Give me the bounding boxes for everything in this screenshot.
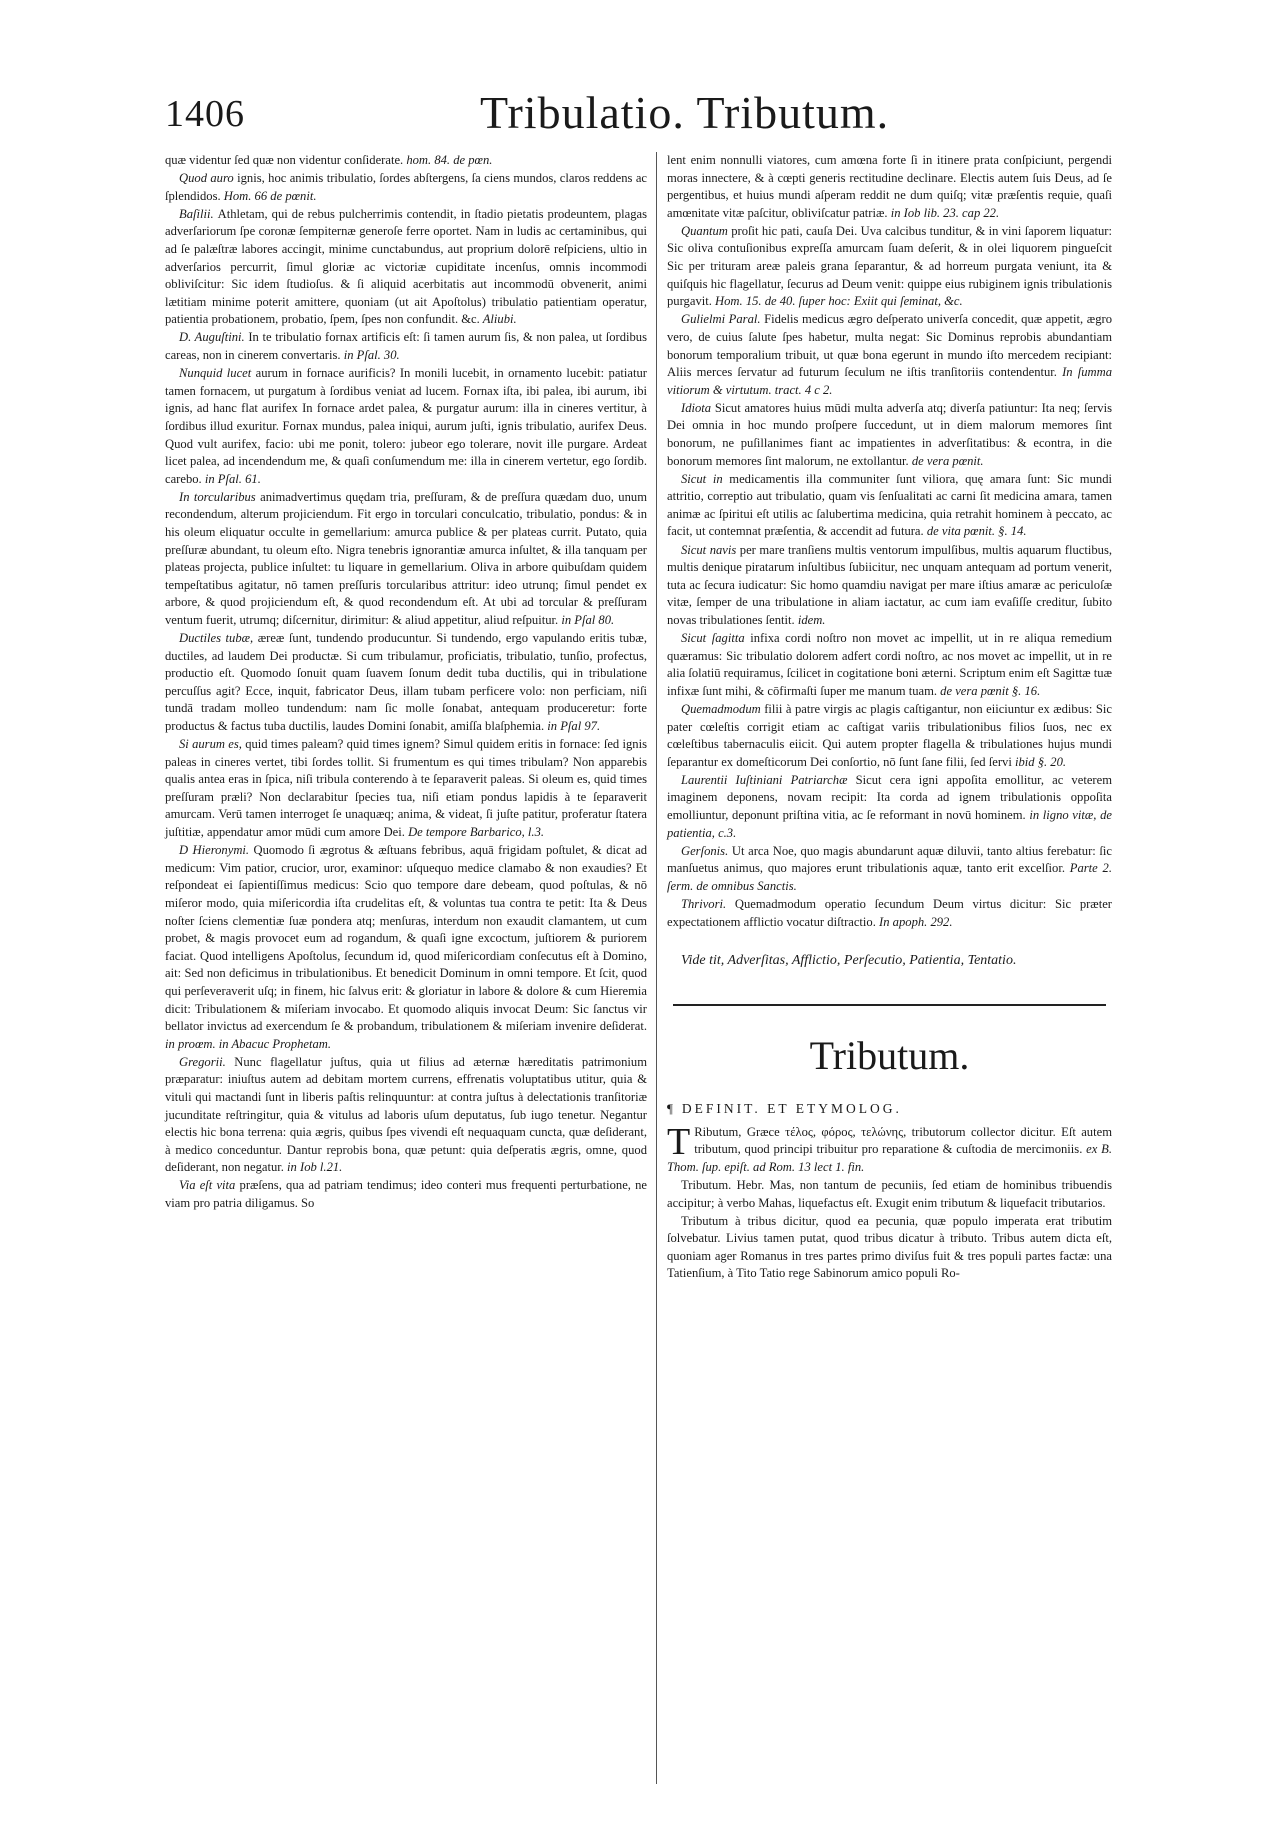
paragraph-text: Fidelis medicus ægro deſperato univerſa concedit, quæ appetit, ægro vero, de cuius ſalute ſpes habetur, multa negat: Sic Dominus reprobis abundantiam bonorum temporalium tribuit, ut quæ bona egerunt in mundo iſto mercedem recipiant: Aliis merces ſervatur ad futurum ſeculum ne iſtis tranſitoriis contendentur. [667,312,1112,380]
paragraph [667,311,1112,399]
paragraph-citation: de vera pœnit. [908,453,984,468]
paragraph-lead: Thrivori. [681,896,735,911]
right-column-entries [667,152,1112,931]
paragraph-citation: in Iob lib. 23. cap 22. [887,205,1000,220]
paragraph-citation: in Pſal. 30. [340,348,400,363]
paragraph-text: Sicut cera igni appoſita emollitur, ac veterem imaginem deponens, novam recipit: Ita corda ad ignem tribulationis oppoſita emolliuntur, deponunt priſtina vitia, ac ſe reformant in novū hominem. [667,772,1112,822]
paragraph-lead: Via eſt vita [179,1178,240,1193]
paragraph-citation: ibid §. 20. [1011,754,1067,769]
paragraph-text: Nunc flagellatur juſtus, quia ut filius ad æternæ hæreditatis patrimonium præparatur: iniuſtus autem ad debitam mortem currens, effrenatis voluptatibus utitur, quia & vituli qui mactandi ſunt in liberis paſtis relinquuntur: at contra juſtus à delectationis tranſitoriæ jucunditate reſtringitur, quia & vitulus ad laboris uſum deputatus, ſub iugo tenetur. Negantur electis hic bona terrena: quia ægris, quibus ſpes vivendi eſt nequaquam cuncta, quæ deſiderant, à medico conceduntur. Dantur reprobis bona, quæ petunt: quia deſperatis ægris, omne, quod deſiderant, non negatur. [165,1054,647,1175]
paragraph-citation: in Pſal 80. [558,612,615,627]
left-column [165,152,647,1213]
paragraph-citation: de vera pœnit §. 16. [937,683,1041,698]
paragraph-text: Quemadmodum operatio ſecundum Deum virtus dicitur: Sic præter expectationem afflictio vocatur diſtractio. [667,896,1112,929]
paragraph [667,542,1112,630]
paragraph [165,170,647,205]
tributum-paragraph [667,1177,1112,1212]
paragraph [165,1054,647,1177]
tributum-paragraph [667,1120,1112,1177]
paragraph [667,896,1112,931]
paragraph [667,223,1112,311]
paragraph-lead: Nunquid lucet [179,366,256,381]
paragraph-lead: Sicut in [681,471,730,486]
paragraph [667,701,1112,771]
paragraph [165,365,647,488]
column-divider [656,152,657,1784]
paragraph-text: Ributum, Græce τέλος, φόρος, τελώνης, tributorum collector dicitur. Eſt autem tributum, quod principi tribuitur pro reparatione & cuſtodia de mercimoniis. [694,1124,1112,1157]
paragraph-citation: in Pſal. 61. [201,471,261,486]
paragraph-citation: hom. 84. de pœn. [403,153,493,167]
paragraph-text: Tributum. Hebr. Mas, non tantum de pecuniis, ſed etiam de hominibus tribuendis accipitur; à verbo Mahas, liquefactus eſt. Exugit enim tributum & liquefacit tributarios. [667,1178,1112,1210]
paragraph-citation: in Iob l.21. [283,1160,343,1175]
paragraph-lead: In torcularibus [179,489,261,504]
paragraph-lead: Sicut navis [681,542,740,557]
paragraph-text: Athletam, qui de rebus pulcherrimis contendit, in ſtadio pietatis prodeuntem, plagas adverſariorum ſpe coronæ ſempiternæ generoſe ferre oportet. Nam in ludis ac certaminibus, qui ad ſe palæſtræ labores accingit, minime cunctabundus, aut proprium dolorē reſpiciens, ultio in adverſarios percurrit, ſimul gloriæ ac victoriæ cupiditate incenſus, omnis incommodi obliviſcitur: Sic idem ſtudioſus. & ſi aliquid acerbitatis aut incommodū obvenerit, animi lætitiam minime poterit amittere, quoniam (ut ait Apoſtolus) tribulatio patientiam operatur, patientia probationem, probatio, ſpem, ſpes non confundit. &c. [165,206,648,327]
paragraph-text: Tributum à tribus dicitur, quod ea pecunia, quæ populo imperata erat tributim ſolvebatur. Livius tamen putat, quod tribus dicatur à tributo. Tribus autem dicta eſt, quoniam ager Romanus in tres partes primo diviſus fuit & tres populi partes factæ: una Tatienſium, à Tito Tatio rege Sabinorum amico populi Ro- [667,1213,1112,1281]
paragraph [165,206,647,329]
paragraph-text: quid times paleam? quid times ignem? Simul quidem eritis in fornace: ſed ignis paleas in cineres vertet, tibi ſordes tollit. Si frumentum es qui times tribulam? Non apparebis qualis antea eras in ſpica, niſi tribula conterendo à te ſeparaverit paleas. Si oleum es, quid times preſſuram præli? Non declarabitur ſpecies tua, niſi etiam pondus lapidis à te ſeparaverit amurcam. Verū tamen interroget ſe unaquæq; anima, & videat, ſi juſte patitur, proferatur ſtatera juſtitiæ, appendatur amor mūdi cum amore Dei. [165,737,647,840]
paragraph [667,843,1112,896]
see-also-note: Vide tit, Adverſitas, Afflictio, Perſecutio, Patientia, Tentatio. [681,953,1017,969]
paragraph-lead: Sicut ſagitta [681,631,751,646]
paragraph [165,329,647,364]
paragraph-lead: Ductiles tubæ, [179,631,258,646]
paragraph-text: medicamentis illa communiter ſunt viliora, quę amara ſunt: Sic mundi attritio, correptio aut tribulatio, quam vis ſenſualitati ac carni ſit medicina amara, tamen animæ ac ſpiritui eſt utilis ac ſalubertima medicina, quia retrahit hominem à peccato, ac facit, ut contemnat præſentia, & accendit ad futura. [667,471,1112,539]
paragraph-text: Ut arca Noe, quo magis abundarunt aquæ diluvii, tanto altius ferebatur: ſic manſuetus animus, quo majores erunt tribulationis aquæ, tanto erit excelſior. [667,843,1113,876]
paragraph-lead: Quantum [681,223,732,238]
paragraph-citation: Hom. 66 de pœnit. [220,188,317,203]
paragraph-text: proſit hic pati, cauſa Dei. Uva calcibus tunditur, & in vini ſaporem liquatur: Sic oliva contuſionibus expreſſa amurcam ſuam deſerit, & in olei liquorem pingueſcit Sic per trituram areæ paleis grana ſeparantur, & ad horreum purgata veniunt, ita & quiſquis hic flagellatur, ſecurus ad Deum venit: quippe eius rubiginem ignis tribulationis purgavit. [667,223,1112,309]
paragraph-citation: in Pſal 97. [544,719,601,733]
running-head: Tribulatio. Tributum. [480,87,890,138]
right-column [667,152,1112,1284]
paragraph-text: æreæ ſunt, tundendo producuntur. Si tundendo, ergo vapulando eritis tubæ, ductiles, ad laudem Dei productæ. Si cum tribulamur, proficiatis, tribulatio, tunſio, profectus, productio eſt. Quomodo ſonuit quam ſuavem ſonum dedit tuba ductilis, qui in tribulatione percuſſus agit? Ecce, inquit, fabricator Deus, illam tubam perficere volo: non perficiam, niſi tundā tradam molleo tundendum: nam ſic molle ſonabat, antequam produceretur: forte productus & factus tuba ductilis, laudes Domini ſonabit, amiſſa blaſphemia. [165,631,647,733]
paragraph-citation: in ligno vitæ, de patientia, c.3. [667,807,1112,840]
paragraph-text: animadvertimus quędam tria, preſſuram, & de preſſura quædam duo, unum recondendum, alterum projiciendum. Fit ergo in torculari conculcatio, tribulatio, pondus: & in his oleum eliquatur occulte in gemellarium: amurca publice & per plateas currit. Putato, quia preſſuræ abundant, tu oleum eſto. Nigra tenebris ignorantiæ amurca inſultet, & illa tanquam per plateas projecta, publice inſultet: tu liquare in gemellarium. Oliva in arbore quibuſdam quidem tempeſtatibus agitatur, nō tamen preſſuris torcularibus attritur: ideo utrunq; ſimul pendet ex arbore, & quod projiciendum eſt, & quod recondendum eſt. At ubi ad torcular & preſſuram ventum fuerit, utrumq; diſcernitur, dirimitur: & aliud appetitur, aliud reſpuitur. [165,489,647,627]
paragraph-citation: In apoph. 292. [875,914,953,929]
paragraph [667,630,1112,700]
paragraph-text: per mare tranſiens multis ventorum impulſibus, multis aquarum fluctibus, multis denique piratarum inſultibus ſubiicitur, nec unquam antequam ad portum venerit, tuta ac ſecura iudicatur: Sic homo quamdiu navigat per mare iſtius amaræ ac periculoſæ vitæ, ſemper de una tribulatione in aliam iactatur, ac cum iam evaſiſſe creditur, ſubito novas tribulationes ſentit. [667,542,1113,627]
tributum-paragraph [667,1213,1112,1283]
paragraph-citation: Parte 2. ſerm. de omnibus Sanctis. [667,861,1112,893]
paragraph-lead: Quemadmodum [681,701,765,716]
paragraph [667,471,1112,541]
paragraph [667,400,1112,470]
paragraph [165,489,647,630]
paragraph-citation: Aliubi. [479,312,517,327]
paragraph-lead: Quod auro [179,171,238,186]
paragraph [165,1177,647,1212]
paragraph-text: In te tribulatio fornax artificis eſt: ſi tamen aurum ſis, & non palea, ut ſordibus careas, non in cinerem convertaris. [165,330,647,363]
paragraph-citation: ex B. Thom. ſup. epiſt. ad Rom. 13 lect 1. fin. [667,1142,1112,1174]
paragraph-lead: D. Auguſtini. [179,330,249,345]
paragraph-citation: de vita pœnit. §. 14. [923,524,1027,539]
paragraph-lead: Laurentii Iuſtiniani Patriarchæ [681,772,856,787]
paragraph [165,152,647,170]
paragraph-citation: in proœm. in Abacuc Prophetam. [165,1036,332,1051]
paragraph-text: ignis, hoc animis tribulatio, ſordes abſtergens, ſa ciens mundos, claros reddens ac ſplendidos. [165,171,648,203]
paragraph-lead: Idiota [681,400,715,415]
paragraph-lead: Si aurum es, [179,737,246,752]
paragraph-lead: Gulielmi Paral. [681,312,765,327]
paragraph-text: Quomodo ſi ægrotus & æſtuans febribus, aquā frigidam poſtulet, & dicat ad medicum: Vim patior, crucior, uror, examinor: uſquequo medice clamabo & non exaudies? Et reſpondeat ei ſapientiſſimus medicus: Scio quo tempore dare debeam, quod poſtulas, & nō miſeror modo, quia miſericordia iſta crudelitas eſt, & voluntas tua contra te petit: Ita & Deus noſter ſciens clementiæ ſuæ pondera atq; menſuras, interdum non exaudit clamantem, ut cum probet, & magis provocet eum ad rogandum, & quaſi igne excoctum, juſtiorem & puriorem faciat. Quod intelligens Apoſtolus, ſecundum id, quod miſericordiam conſecutus eſt à Domino, ait: Sed non deficimus in tribulationibus. Et benedicit Dominum in omni tempore. Et ſcit, quod qui perſeveraverit uſq; in finem, hic ſalvus erit: & gloriatur in labore & dolore & cum Hieremia dicit: Tribulationem & miſeriam invocabo. Et quomodo aliquis invocat Deum: Sic ſanctus vir bellator invictus ad exercendum ſe & probandum, tribulationem & miſeriam invenire deſiderat. [165,843,647,1034]
paragraph [165,630,647,736]
subhead-label: DEFINIT. ET ETYMOLOG. [681,1101,902,1117]
paragraph-text: filii à patre virgis ac plagis caſtigantur, non eiiciuntur ex ædibus: Sic pater cœleſtis corrigit etiam ac caſtigat variis tribulationibus filios ſuos, nec ex cœleſtibus tabernaculis eiicit. Qui autem propter flagella & tribulationes hujus mundi ſeparantur ex domeſticorum Dei conſortio, nō ſunt ſane filii, ſed ſervi [667,701,1112,769]
paragraph-text: præſens, qua ad patriam tendimus; ideo conteri mus frequenti perturbatione, ne viam pro patria diligamus. So [165,1178,647,1211]
paragraph-text: Sicut amatores huius mūdi multa adverſa atq; diverſa patiuntur: Ita neq; ſervis Dei omnia in hoc mundo proſpere ſuccedunt, ut in diem malorum memores ſint bonorum, ne puſillanimes fiant ac impatientes in adverſitatibus: & econtra, in die bonorum memores ſint malorum, ne extollantur. [667,400,1112,468]
paragraph-lead: Gregorii. [179,1054,235,1069]
section-subhead [667,1100,1112,1118]
page-number: 1406 [165,93,245,135]
paragraph-text: infixa cordi noſtro non movet ac impellit, ut in re aliqua remedium quæramus: Sic tribulatio dolorem adfert cordi noſtro, ac nos movet ac impellit, ut in re alia ſolatiū requiramus, ſcilicet in cogitatione boni æterni. Scriptum enim eſt Sagittæ tuæ infixæ ſunt mihi, & cōfirmaſti ſuper me manum tuam. [667,631,1112,698]
paragraph-text: aurum in fornace aurificis? In monili lucebit, in ornamento lucebit: patiatur tamen fornacem, ut purgatum à ſordibus veniat ad lucem. Fornax iſta, ibi palea, ibi aurum, ibi ignis, ad hanc flat aurifex In fornace ardet palea, & purgatur aurum: illa in cineres vertitur, à ſordibus illud exuritur. Fornax mundus, palea iniqui, aurum juſti, ignis tribulatio, aurifex Deus. Quod vult aurifex, facio: ubi me ponit, tolero: jubeor ego tolerare, novit ille purgare. Ardeat licet palea, ad incendendum me, & quaſi conſumendum me: illa in cinerem vertetur, ego ſordib. carebo. [165,366,647,486]
paragraph-citation: Hom. 15. de 40. ſuper hoc: Exiit qui ſeminat, &c. [711,294,963,309]
tributum-body [667,1120,1112,1283]
paragraph-lead: D Hieronymi. [179,843,254,858]
section-rule [673,1004,1106,1006]
paragraph-citation: In ſumma vitiorum & virtutum. tract. 4 c 2. [667,365,1112,397]
paragraph [165,842,647,1053]
section-title-tributum: Tributum. [809,1033,970,1079]
paragraph-citation: De tempore Barbarico, l.3. [404,825,545,840]
paragraph [165,736,647,842]
paragraph [667,152,1112,222]
paragraph-citation: idem. [794,612,826,627]
paragraph-lead: Gerſonis. [681,843,732,858]
pilcrow-icon: ¶ [667,1101,676,1117]
paragraph-text: quæ videntur ſed quæ non videntur conſiderate. [165,153,404,167]
paragraph-text: lent enim nonnulli viatores, cum amœna forte ſi in itinere prata conſpiciunt, pergendi moras innectere, & à cœpti generis rectitudine declinare. Electis autem ſuis Deus, ad ſe pergentibus, et huius mundi aſperam reddit ne dum quiſq; vitæ præſentis requie, quaſi amœnitate vitæ paſcitur, obliviſcatur patriæ. [667,153,1112,220]
paragraph [667,772,1112,842]
drop-cap: T [667,1120,691,1163]
paragraph-lead: Baſilii. [179,206,218,221]
